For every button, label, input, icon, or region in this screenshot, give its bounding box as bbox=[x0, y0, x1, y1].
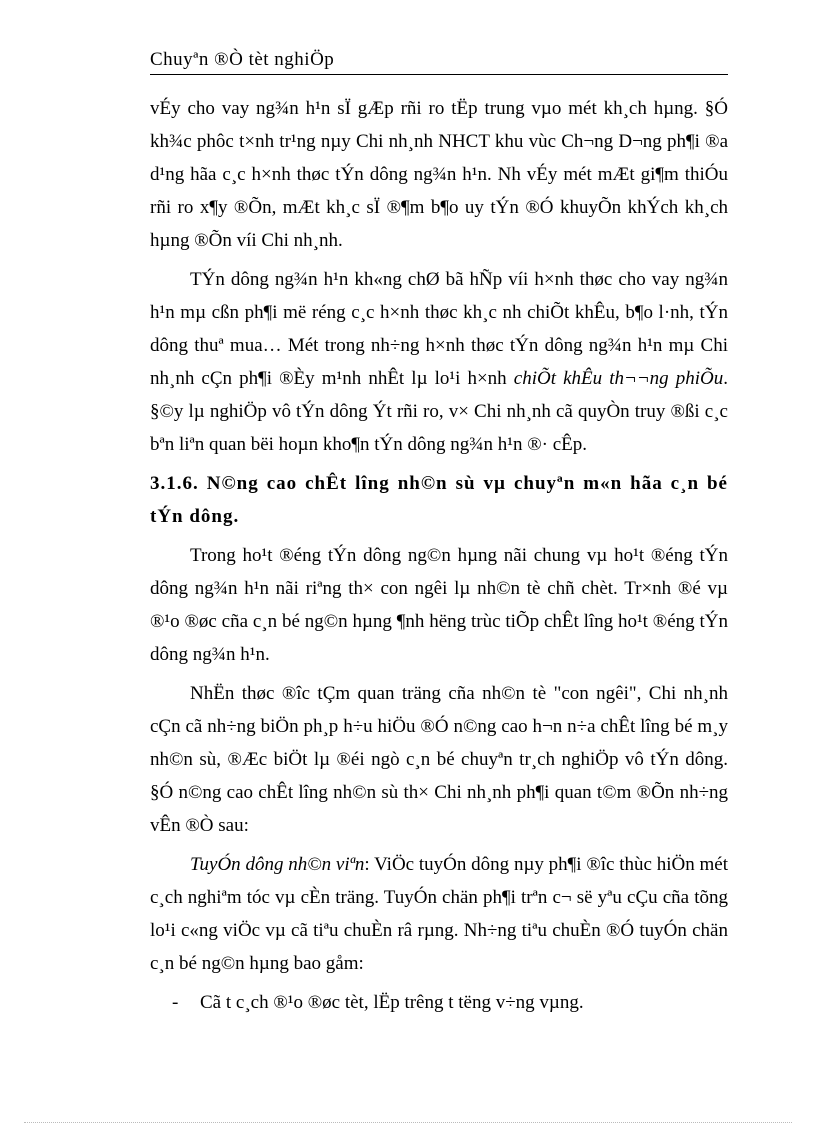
paragraph-5-italic: TuyÓn dông nh©n viªn bbox=[190, 854, 365, 875]
paragraph-2 bbox=[150, 263, 728, 461]
header-title: Chuyªn ®Ò tèt nghiÖp bbox=[150, 49, 335, 70]
paragraph-5 bbox=[150, 848, 728, 980]
page-header bbox=[150, 49, 728, 75]
paragraph-2-end: . §©y lµ nghiÖp vô tÝn dông Ýt rñi ro, v× Chi nh¸nh cã quyÒn truy ®ßi c¸c bªn liªn quan bëi hoµn kho¶n tÝn dông ng¾n h¹n ®· cÊp. bbox=[150, 368, 728, 455]
paragraph-3: Trong ho¹t ®éng tÝn dông ng©n hµng nãi chung vµ ho¹t ®éng tÝn dông ng¾n h¹n nãi riªng th× con ngêi lµ nh©n tè chñ chèt. Tr×nh ®é vµ ®¹o ®øc cña c¸n bé ng©n hµng ¶nh hëng trùc tiÕp chÊt lîng ho¹t ®éng tÝn dông ng¾n h¹n. bbox=[150, 545, 728, 665]
section-heading: 3.1.6. N©ng cao chÊt lîng nh©n sù vµ chuyªn m«n hãa c¸n bé tÝn dông. bbox=[150, 473, 728, 527]
bullet-text: Cã t c¸ch ®¹o ®øc tèt, lËp trêng t tëng v÷ng vµng. bbox=[200, 992, 584, 1013]
bullet-mark: - bbox=[172, 992, 179, 1013]
paragraph-2-text: TÝn dông ng¾n h¹n kh«ng chØ bã hÑp víi h×nh thøc cho vay ng¾n h¹n mµ cßn ph¶i më réng c¸c h×nh thøc kh¸c nh chiÕt khÊu, b¶o l·nh, tÝn dông thuª mua… Mét trong nh÷ng h×nh thøc tÝn dông ng¾n h¹n mµ Chi nh¸nh cÇn ph¶i ®Èy m¹nh nhÊt lµ lo¹i h×nh bbox=[150, 269, 728, 389]
document-body bbox=[150, 92, 728, 1019]
list-item bbox=[172, 986, 728, 1019]
paragraph-1: vÉy cho vay ng¾n h¹n sÏ gÆp rñi ro tËp trung vµo mét kh¸ch hµng. §Ó kh¾c phôc t×nh tr¹ng nµy Chi nh¸nh NHCT khu vùc Ch¬ng D¬ng ph¶i ®a d¹ng hãa c¸c h×nh thøc tÝn dông ng¾n h¹n. Nh vÉy mét mÆt gi¶m thiÓu rñi ro x¶y ®Õn, mÆt kh¸c sÏ ®¶m b¶o uy tÝn ®Ó khuyÕn khÝch kh¸ch hµng ®Õn víi Chi nh¸nh. bbox=[150, 98, 728, 251]
paragraph-4: NhËn thøc ®îc tÇm quan träng cña nh©n tè "con ngêi", Chi nh¸nh cÇn cã nh÷ng biÖn ph¸p h÷u hiÖu ®Ó n©ng cao h¬n n÷a chÊt lîng bé m¸y nh©n sù, ®Æc biÖt lµ ®éi ngò c¸n bé chuyªn tr¸ch nghiÖp vô tÝn dông. §Ó n©ng cao chÊt lîng nh©n sù th× Chi nh¸nh ph¶i quan t©m ®Õn nh÷ng vÊn ®Ò sau: bbox=[150, 683, 728, 836]
paragraph-5-text: : ViÖc tuyÓn dông nµy ph¶i ®îc thùc hiÖn mét c¸ch nghiªm tóc vµ cÈn träng. TuyÓn chän ph¶i trªn c¬ së yªu cÇu cña tõng lo¹i c«ng viÖc vµ cã tiªu chuÈn râ rµng. Nh÷ng tiªu chuÈn ®Ó tuyÓn chän c¸n bé ng©n hµng bao gåm: bbox=[150, 854, 728, 974]
paragraph-2-italic: chiÕt khÊu th¬¬ng phiÕu bbox=[513, 368, 724, 389]
